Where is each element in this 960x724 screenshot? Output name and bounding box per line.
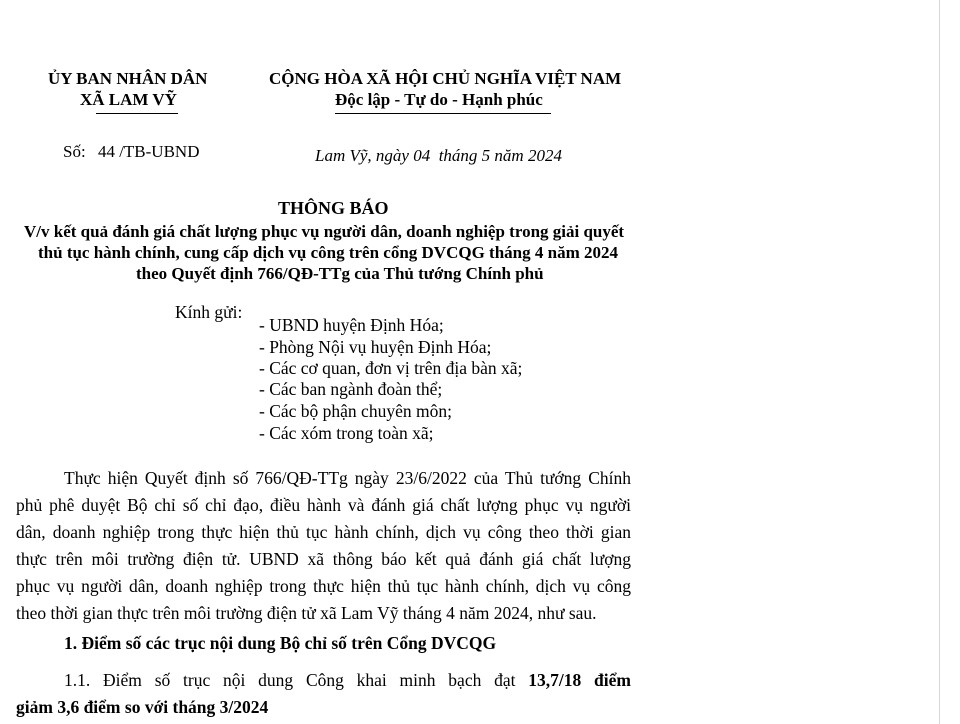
body-paragraph-line: phục vụ người dân, doanh nghiệp trong thực hiện thủ tục hành chính, dịch vụ công bbox=[16, 576, 631, 596]
page-edge bbox=[939, 0, 940, 724]
doc-number-suffix: /TB-UBND bbox=[119, 142, 200, 161]
org-name: ỦY BAN NHÂN DÂN bbox=[48, 69, 208, 88]
national-motto: Độc lập - Tự do - Hạnh phúc bbox=[335, 90, 543, 109]
body-paragraph-line: dân, doanh nghiệp trong thực hiện thủ tục hành chính, dịch vụ công theo thời gian bbox=[16, 522, 631, 542]
recipient-item: - Các bộ phận chuyên môn; bbox=[259, 401, 452, 421]
doc-number-prefix: Số: bbox=[63, 142, 86, 161]
section-1-heading: 1. Điểm số các trục nội dung Bộ chỉ số trên Cổng DVCQG bbox=[64, 633, 497, 653]
motto-underline bbox=[335, 113, 551, 114]
recipient-item: - Các cơ quan, đơn vị trên địa bàn xã; bbox=[259, 358, 523, 378]
doc-number-value: 44 bbox=[97, 142, 115, 161]
doc-subject-line-1: V/v kết quả đánh giá chất lượng phục vụ người dân, doanh nghiệp trong giải quyết bbox=[24, 222, 625, 241]
doc-subject-line-2: thủ tục hành chính, cung cấp dịch vụ công trên cổng DVCQG tháng 4 năm 2024 bbox=[38, 243, 618, 262]
section-1-1-line-2: giảm 3,6 điểm so với tháng 3/2024 bbox=[16, 697, 269, 717]
org-commune: XÃ LAM VỸ bbox=[80, 90, 177, 109]
body-paragraph-line: Thực hiện Quyết định số 766/QĐ-TTg ngày 23/6/2022 của Thủ tướng Chính bbox=[64, 468, 631, 488]
recipients-label: Kính gửi: bbox=[175, 302, 243, 322]
doc-number bbox=[63, 142, 199, 162]
recipient-item: - UBND huyện Định Hóa; bbox=[259, 315, 444, 335]
doc-title: THÔNG BÁO bbox=[278, 198, 389, 218]
org-underline bbox=[96, 113, 178, 114]
section-1-1-text: 1.1. Điểm số trục nội dung Công khai minh bạch đạt bbox=[64, 670, 516, 690]
body-paragraph-line: theo thời gian thực trên môi trường điện tử xã Lam Vỹ tháng 4 năm 2024, như sau. bbox=[16, 603, 597, 623]
body-paragraph-line: phủ phê duyệt Bộ chỉ số chỉ đạo, điều hành và đánh giá chất lượng phục vụ người bbox=[16, 495, 631, 515]
body-paragraph-line: thực trên môi trường điện tử. UBND xã thông báo kết quả đánh giá chất lượng bbox=[16, 549, 631, 569]
place-date: Lam Vỹ, ngày 04 tháng 5 năm 2024 bbox=[315, 146, 562, 165]
doc-subject-line-3: theo Quyết định 766/QĐ-TTg của Thủ tướng Chính phủ bbox=[136, 264, 544, 283]
recipient-item: - Các xóm trong toàn xã; bbox=[259, 423, 434, 443]
recipient-item: - Các ban ngành đoàn thể; bbox=[259, 379, 443, 399]
recipient-item: - Phòng Nội vụ huyện Định Hóa; bbox=[259, 337, 492, 357]
section-1-1-score: 13,7/18 điểm bbox=[528, 670, 631, 690]
section-1-1-line-1 bbox=[64, 670, 631, 691]
country-name: CỘNG HÒA XÃ HỘI CHỦ NGHĨA VIỆT NAM bbox=[269, 69, 622, 88]
